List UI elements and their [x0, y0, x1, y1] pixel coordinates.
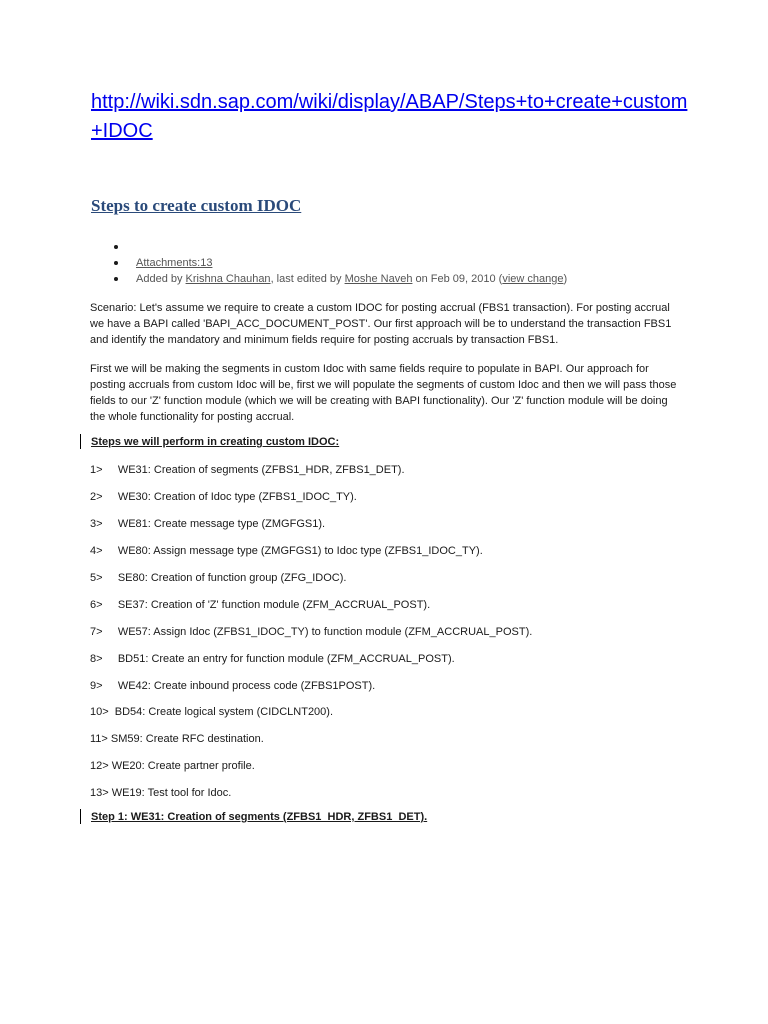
step-item: 11> SM59: Create RFC destination. — [90, 733, 264, 745]
step-item: 3> WE81: Create message type (ZMGFGS1). — [90, 518, 326, 530]
step-item: 6> SE37: Creation of 'Z' function module (ZFM_ACCRUAL_POST). — [90, 599, 431, 611]
step-item: 8> BD51: Create an entry for function module (ZFM_ACCRUAL_POST). — [90, 653, 455, 665]
bullet-icon — [114, 245, 118, 249]
attachments-link[interactable]: Attachments:13 — [136, 257, 213, 269]
text-cursor — [80, 434, 81, 449]
meta-author-item — [112, 271, 567, 287]
source-url-link[interactable]: http://wiki.sdn.sap.com/wiki/display/ABAP/Steps+to+create+custom+IDOC — [91, 91, 688, 142]
meta-attachments-item — [112, 255, 567, 271]
added-by-label: Added by — [136, 273, 186, 285]
step-item: 5> SE80: Creation of function group (ZFG_IDOC). — [90, 572, 347, 584]
step-item: 7> WE57: Assign Idoc (ZFBS1_IDOC_TY) to function module (ZFM_ACCRUAL_POST). — [90, 626, 533, 638]
step-item: 12> WE20: Create partner profile. — [90, 760, 255, 772]
step-item: 9> WE42: Create inbound process code (ZFBS1POST). — [90, 680, 376, 692]
approach-paragraph: First we will be making the segments in custom Idoc with same fields require to populate in BAPI. Our approach for posting accruals from custom Idoc will be, first we will populate the segments of custom Idoc and then we will pass those fields to our 'Z' function module (which we will be creating with BAPI functionality). Our 'Z' function module will be doing the whole functionality for posting accrual. — [90, 363, 677, 423]
step-item: 13> WE19: Test tool for Idoc. — [90, 787, 232, 799]
close-paren: ) — [563, 273, 568, 285]
step-item: 4> WE80: Assign message type (ZMGFGS1) to Idoc type (ZFBS1_IDOC_TY). — [90, 545, 483, 557]
edit-date: on Feb 09, 2010 ( — [412, 273, 503, 285]
steps-heading: Steps we will perform in creating custom IDOC: — [91, 436, 340, 448]
meta-empty-item — [112, 239, 567, 255]
bullet-icon — [114, 261, 118, 265]
page-title: Steps to create custom IDOC — [91, 196, 302, 215]
step-item: 2> WE30: Creation of Idoc type (ZFBS1_IDOC_TY). — [90, 491, 357, 503]
author-link[interactable]: Krishna Chauhan — [185, 273, 271, 285]
step-item: 10> BD54: Create logical system (CIDCLNT200). — [90, 706, 334, 718]
bullet-icon — [114, 277, 118, 281]
view-change-link[interactable]: view change — [502, 273, 564, 285]
scenario-paragraph: Scenario: Let's assume we require to create a custom IDOC for posting accrual (FBS1 transaction). For posting accrual we have a BAPI called 'BAPI_ACC_DOCUMENT_POST'. Our first approach will be to understand the transaction FBS1 and identify the mandatory and minimum fields require for posting accruals by transaction FBS1. — [90, 302, 672, 346]
page-meta-list — [112, 239, 567, 287]
step-item: 1> WE31: Creation of segments (ZFBS1_HDR, ZFBS1_DET). — [90, 464, 405, 476]
step1-heading: Step 1: WE31: Creation of segments (ZFBS1_HDR, ZFBS1_DET). — [91, 811, 428, 823]
editor-link[interactable]: Moshe Naveh — [344, 273, 413, 285]
text-cursor — [80, 809, 81, 824]
edited-by-label: , last edited by — [270, 273, 345, 285]
